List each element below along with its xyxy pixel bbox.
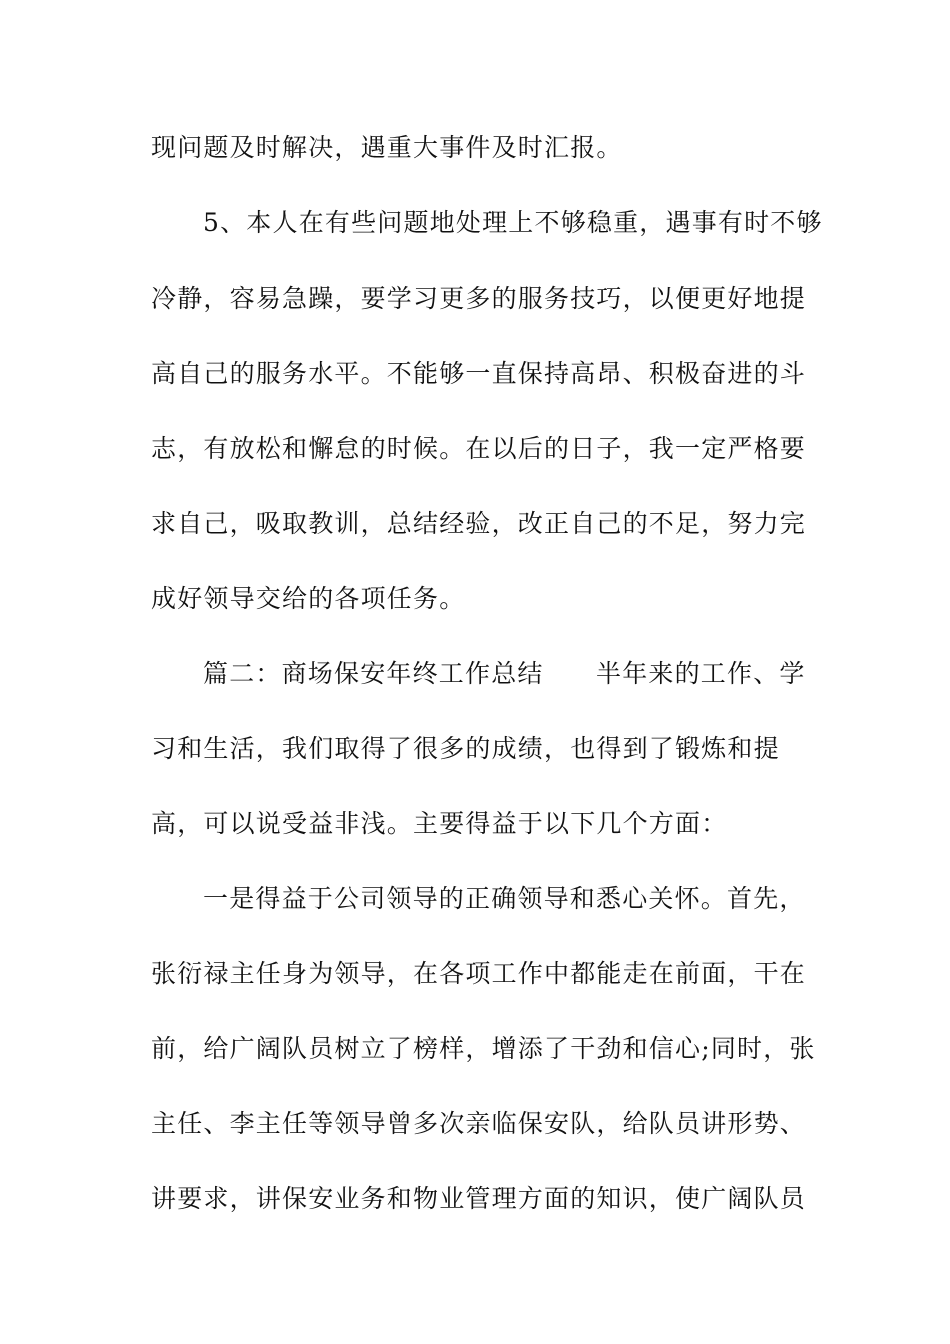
text-line: 讲要求，讲保安业务和物业管理方面的知识，使广阔队员: [151, 1184, 807, 1213]
text-line: 冷静，容易急躁，要学习更多的服务技巧，以便更好地提: [151, 284, 807, 313]
text-line: 现问题及时解决，遇重大事件及时汇报。: [151, 133, 623, 162]
text-line: 张衍禄主任身为领导，在各项工作中都能走在前面，干在: [151, 959, 807, 988]
text-line: 高，可以说受益非浅。主要得益于以下几个方面：: [151, 809, 728, 838]
text-line: 高自己的服务水平。不能够一直保持高昂、积极奋进的斗: [151, 359, 807, 388]
text-line: 前，给广阔队员树立了榜样，增添了干劲和信心;同时，张: [151, 1034, 816, 1063]
text-line: 求自己，吸取教训，总结经验，改正自己的不足，努力完: [151, 509, 807, 538]
text-line: 主任、李主任等领导曾多次亲临保安队，给队员讲形势、: [151, 1109, 807, 1138]
text-line: 成好领导交给的各项任务。: [151, 584, 466, 613]
text-line: 习和生活，我们取得了很多的成绩，也得到了锻炼和提: [151, 734, 780, 763]
text-line: 5、本人在有些问题地处理上不够稳重，遇事有时不够: [203, 208, 823, 237]
text-line: 志，有放松和懈怠的时候。在以后的日子，我一定严格要: [151, 434, 807, 463]
text-line: 篇二：商场保安年终工作总结 半年来的工作、学: [203, 659, 806, 688]
text-line: 一是得益于公司领导的正确领导和悉心关怀。首先，: [203, 884, 806, 913]
